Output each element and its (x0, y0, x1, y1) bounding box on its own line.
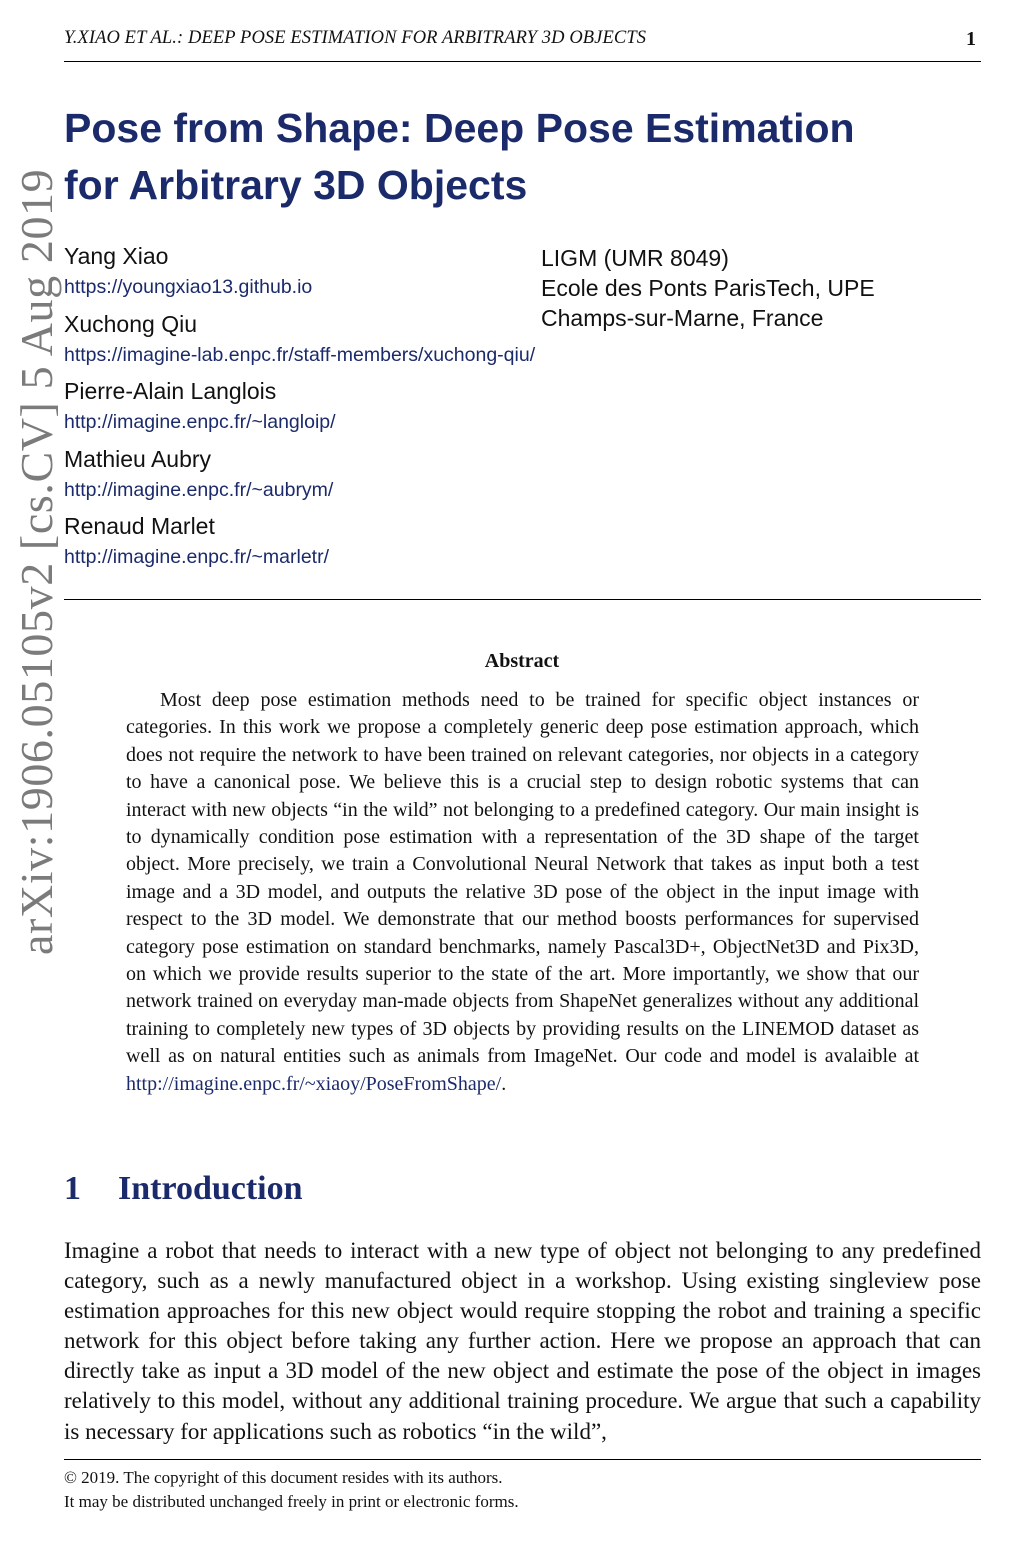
affiliation-line: Champs-sur-Marne, France (541, 305, 824, 331)
abstract-body-text: Most deep pose estimation methods need to be trained for specific object instances or categories. In this work we propose a completely generic deep pose estimation approach, which does not require the network to have been trained on relevant categories, nor objects in a category to have a canonical pose. We believe this is a crucial step to design robotic systems that can interact with new objects “in the wild” not belonging to a predefined category. Our main insight is to dynamically condition pose estimation with a representation of the 3D shape of the target object. More precisely, we train a Convolutional Neural Network that takes as input both a test image and a 3D model, and outputs the relative 3D pose of the object in the input image with respect to the 3D model. We demonstrate that our method boosts performances for supervised category pose estimation on standard benchmarks, namely Pascal3D+, ObjectNet3D and Pix3D, on which we provide results superior to the state of the art. More importantly, we show that our network trained on everyday man-made objects from ShapeNet generalizes without any additional training to completely new types of 3D objects by providing results on the LINEMOD dataset as well as on natural entities such as animals from ImageNet. Our code and model is avalaible at (126, 689, 919, 1068)
license-line: It may be distributed unchanged freely in print or electronic forms. (64, 1492, 519, 1511)
section-number: 1 (64, 1170, 81, 1207)
affiliation-block (541, 243, 875, 333)
affiliation-line: LIGM (UMR 8049) (541, 245, 729, 271)
header-rule (64, 61, 981, 62)
author-name: Pierre-Alain Langlois (64, 378, 277, 404)
section-heading-introduction (64, 1170, 303, 1208)
footer-rule (64, 1459, 981, 1460)
abstract-end: . (501, 1072, 507, 1095)
abstract-heading: Abstract (484, 650, 560, 672)
author-url-link[interactable]: http://imagine.enpc.fr/~marletr/ (64, 546, 329, 568)
arxiv-stamp: arXiv:1906.05105v2 [cs.CV] 5 Aug 2019 (11, 168, 62, 955)
affiliation-line: Ecole des Ponts ParisTech, UPE (541, 275, 875, 301)
introduction-text: Imagine a robot that needs to interact with a new type of object not belonging to any predefined category, such as a newly manufactured object in a workshop. Using existing singleview pose estimation approaches for this new object would require stopping the robot and training a specific network for this object before taking any further action. Here we propose an approach that can directly take as input a 3D model of the new object and estimate the pose of the object in images relatively to this model, without any additional training procedure. We argue that such a capability is necessary for applications such as robotics “in the wild”, (64, 1238, 981, 1444)
author-name: Yang Xiao (64, 243, 169, 269)
author-url-link[interactable]: https://imagine-lab.enpc.fr/staff-members/xuchong-qiu/ (64, 344, 536, 366)
title-rule (64, 599, 981, 600)
title-line-1: Pose from Shape: Deep Pose Estimation (64, 105, 855, 151)
abstract-text (126, 687, 919, 1098)
code-link[interactable]: http://imagine.enpc.fr/~xiaoy/PoseFromShape/ (126, 1072, 502, 1095)
copyright-footer (64, 1466, 519, 1514)
page-number: 1 (966, 28, 976, 50)
author-url-link[interactable]: https://youngxiao13.github.io (64, 276, 313, 298)
author-name: Mathieu Aubry (64, 446, 212, 472)
author-url-link[interactable]: http://imagine.enpc.fr/~langloip/ (64, 411, 336, 433)
author-url-link[interactable]: http://imagine.enpc.fr/~aubrym/ (64, 479, 334, 501)
copyright-line: © 2019. The copyright of this document resides with its authors. (64, 1468, 503, 1487)
author-name: Xuchong Qiu (64, 311, 197, 337)
running-header-title: Y.XIAO ET AL.: DEEP POSE ESTIMATION FOR ARBITRARY 3D OBJECTS (64, 28, 647, 48)
section-title: Introduction (118, 1170, 303, 1207)
title-line-2: for Arbitrary 3D Objects (64, 162, 528, 208)
author-name: Renaud Marlet (64, 513, 215, 539)
paper-title (64, 100, 964, 214)
